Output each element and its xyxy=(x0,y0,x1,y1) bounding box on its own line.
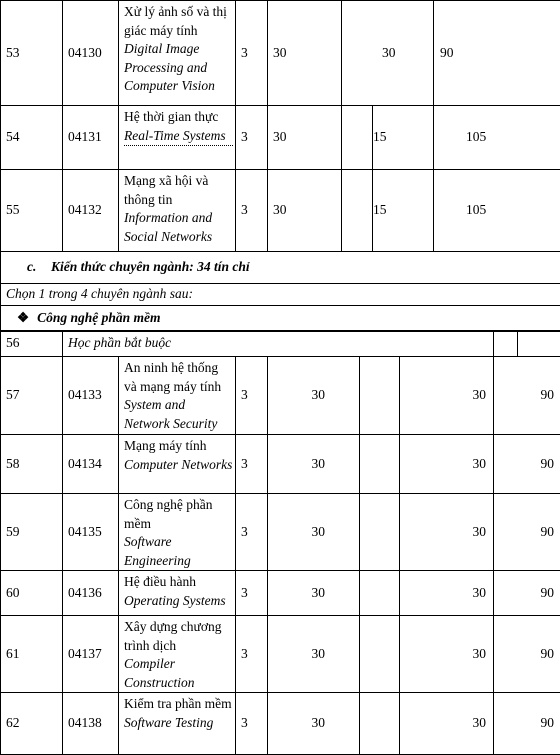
course-name-en: Computer Networks xyxy=(124,456,233,475)
lt-cell: 30 xyxy=(268,571,360,616)
section-headers xyxy=(0,251,560,332)
credits-cell: 3 xyxy=(236,1,268,106)
empty-cell xyxy=(518,331,560,357)
credits-cell: 3 xyxy=(236,106,268,170)
tu-cell: 90 xyxy=(494,435,560,494)
stt-cell: 58 xyxy=(1,435,63,494)
section-c-row xyxy=(1,252,560,284)
lt-cell: 30 xyxy=(268,1,342,106)
table-row xyxy=(1,106,560,170)
code-cell: 04133 xyxy=(63,357,119,435)
major-heading xyxy=(1,306,560,332)
empty-cell xyxy=(494,331,518,357)
course-name-cell xyxy=(119,616,236,693)
credits-cell: 3 xyxy=(236,693,268,755)
table-row xyxy=(1,435,560,494)
course-name-cell xyxy=(119,494,236,571)
tu-cell: 90 xyxy=(494,616,560,693)
bt-cell: 30 xyxy=(400,693,494,755)
course-name-cell xyxy=(119,1,236,106)
course-name-en: System and Network Security xyxy=(124,396,233,433)
credits-cell: 3 xyxy=(236,571,268,616)
th-cell xyxy=(342,106,373,170)
course-name-vi: Kiểm tra phần mềm xyxy=(124,695,233,714)
stt-cell: 54 xyxy=(1,106,63,170)
required-label: Học phần bắt buộc xyxy=(63,331,494,357)
code-cell: 04132 xyxy=(63,170,119,252)
stt-cell: 59 xyxy=(1,494,63,571)
tu-cell: 90 xyxy=(434,1,560,106)
section-title: Kiến thức chuyên ngành: 34 tín chỉ xyxy=(51,259,250,274)
credits-cell: 3 xyxy=(236,435,268,494)
code-cell: 04131 xyxy=(63,106,119,170)
th-value-cell: 15 xyxy=(373,106,434,170)
empty-cell xyxy=(360,357,400,435)
bt-cell: 30 xyxy=(342,1,434,106)
tu-cell: 90 xyxy=(494,693,560,755)
choose-row xyxy=(1,284,560,306)
credits-cell: 3 xyxy=(236,170,268,252)
course-name-vi: Mạng máy tính xyxy=(124,437,233,456)
code-cell: 04134 xyxy=(63,435,119,494)
course-name-en: Software Engineering xyxy=(124,533,233,570)
code-cell: 04130 xyxy=(63,1,119,106)
bt-cell: 30 xyxy=(400,571,494,616)
code-cell: 04138 xyxy=(63,693,119,755)
course-name-vi: Xây dựng chương trình dịch xyxy=(124,618,233,655)
tu-cell: 90 xyxy=(494,357,560,435)
course-name-en: Digital Image Processing and Computer Vision xyxy=(124,40,233,96)
course-name-vi: Hệ thời gian thực xyxy=(124,108,233,127)
stt-cell: 61 xyxy=(1,616,63,693)
course-name-cell xyxy=(119,693,236,755)
stt-cell: 56 xyxy=(1,331,63,357)
empty-cell xyxy=(360,616,400,693)
course-name-vi: Hệ điều hành xyxy=(124,573,233,592)
bt-cell: 30 xyxy=(400,435,494,494)
stt-cell: 60 xyxy=(1,571,63,616)
course-name-vi: An ninh hệ thống và mạng máy tính xyxy=(124,359,233,396)
empty-cell xyxy=(360,494,400,571)
curriculum-table-top xyxy=(0,0,560,252)
code-cell: 04137 xyxy=(63,616,119,693)
bt-cell: 30 xyxy=(400,357,494,435)
credits-cell: 3 xyxy=(236,357,268,435)
table-row xyxy=(1,616,560,693)
th-cell xyxy=(342,170,373,252)
course-name-en: Information and Social Networks xyxy=(124,209,233,246)
table-row xyxy=(1,571,560,616)
course-name-cell xyxy=(119,571,236,616)
lt-cell: 30 xyxy=(268,616,360,693)
table-row xyxy=(1,494,560,571)
required-row xyxy=(1,331,560,357)
lt-cell: 30 xyxy=(268,435,360,494)
code-cell: 04135 xyxy=(63,494,119,571)
bt-cell: 30 xyxy=(400,616,494,693)
lt-cell: 30 xyxy=(268,357,360,435)
section-letter: c. xyxy=(27,258,51,277)
stt-cell: 53 xyxy=(1,1,63,106)
stt-cell: 62 xyxy=(1,693,63,755)
table-row xyxy=(1,357,560,435)
section-c-heading xyxy=(1,252,560,284)
lt-cell: 30 xyxy=(268,494,360,571)
stt-cell: 55 xyxy=(1,170,63,252)
credits-cell: 3 xyxy=(236,494,268,571)
tu-cell: 90 xyxy=(494,571,560,616)
lt-cell: 30 xyxy=(268,693,360,755)
tu-cell: 105 xyxy=(434,106,560,170)
code-cell: 04136 xyxy=(63,571,119,616)
credits-cell: 3 xyxy=(236,616,268,693)
empty-cell xyxy=(360,435,400,494)
major-row xyxy=(1,306,560,332)
course-name-cell xyxy=(119,106,236,170)
table-row xyxy=(1,170,560,252)
curriculum-table-bottom xyxy=(0,330,560,755)
tu-cell: 105 xyxy=(434,170,560,252)
lt-cell: 30 xyxy=(268,170,342,252)
course-name-en: Operating Systems xyxy=(124,592,233,611)
tu-cell: 90 xyxy=(494,494,560,571)
choose-instruction: Chọn 1 trong 4 chuyên ngành sau: xyxy=(1,284,560,306)
bt-cell: 30 xyxy=(400,494,494,571)
course-name-en: Real-Time Systems xyxy=(124,127,233,147)
course-name-en: Compiler Construction xyxy=(124,655,233,692)
table-row xyxy=(1,1,560,106)
table-row xyxy=(1,693,560,755)
course-name-vi: Công nghệ phần mềm xyxy=(124,496,233,533)
course-name-cell xyxy=(119,435,236,494)
empty-cell xyxy=(360,693,400,755)
course-name-cell xyxy=(119,357,236,435)
course-name-vi: Mạng xã hội và thông tin xyxy=(124,172,233,209)
diamond-bullet-icon: ❖ xyxy=(17,310,29,325)
course-name-en: Software Testing xyxy=(124,714,233,733)
lt-cell: 30 xyxy=(268,106,342,170)
course-name-cell xyxy=(119,170,236,252)
th-value-cell: 15 xyxy=(373,170,434,252)
empty-cell xyxy=(360,571,400,616)
major-title: Công nghệ phần mềm xyxy=(37,310,160,325)
stt-cell: 57 xyxy=(1,357,63,435)
course-name-vi: Xử lý ảnh số và thị giác máy tính xyxy=(124,3,233,40)
